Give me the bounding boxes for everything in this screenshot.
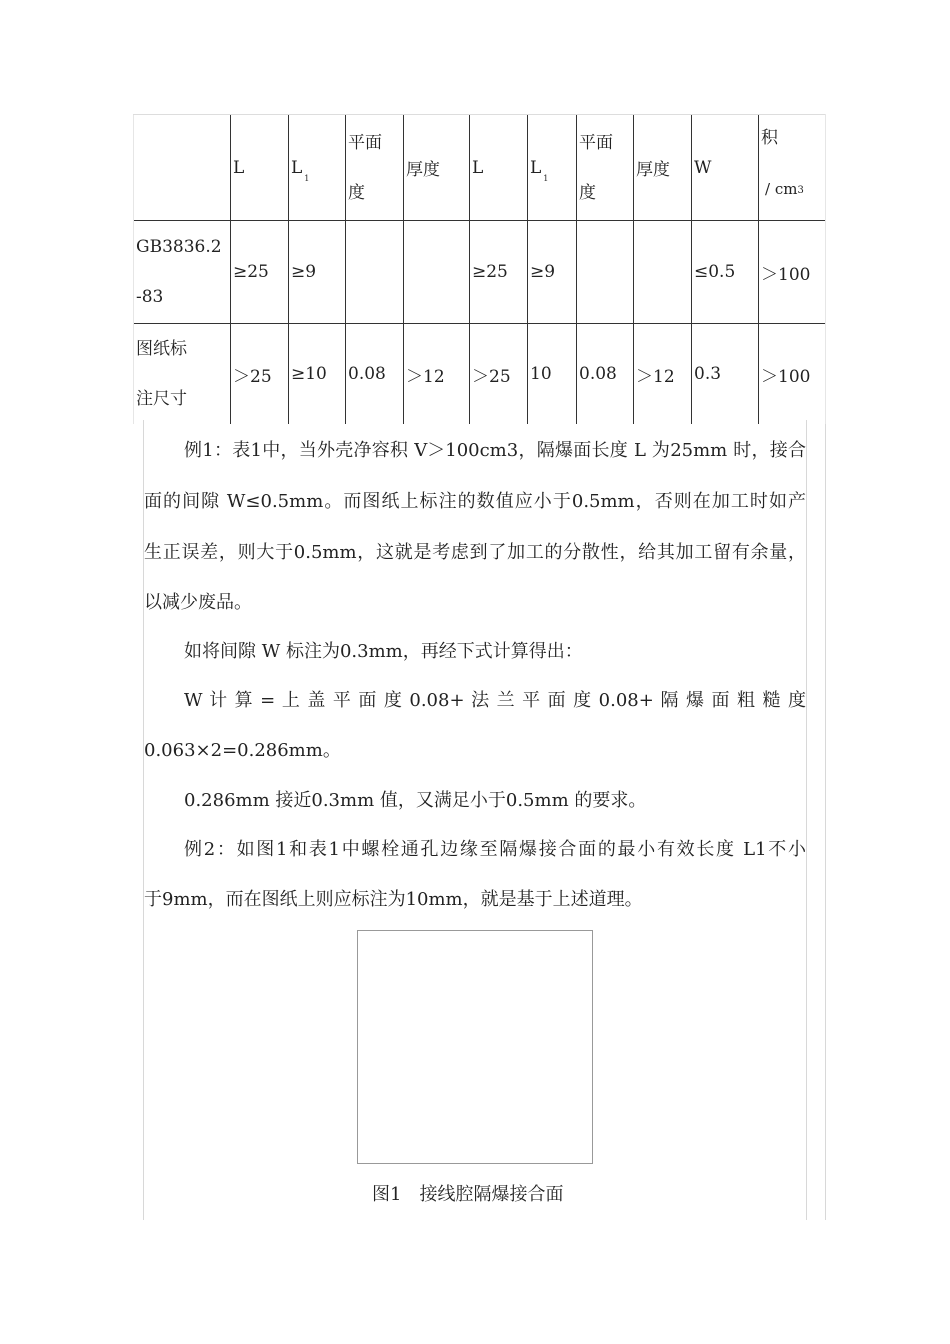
header-cell-l-2: L [470,115,528,221]
text-line: 例1：表1中，当外壳净容积 V＞100cm3，隔爆面长度 L 为25mm 时，接合 [184,440,806,461]
table-cell: ≥9 [289,221,346,324]
table-cell: ≥25 [231,221,289,324]
table-cell: ＞25 [470,324,528,425]
text-line: 于9mm，而在图纸上则应标注为10mm，就是基于上述道理。 [144,889,643,910]
table-cell: ＞100 [759,221,826,324]
table-cell [404,221,470,324]
table-cell: 0.08 [346,324,404,425]
header-cell-thickness: 厚度 [404,115,470,221]
annotation-paragraph: 如将间隙 W 标注为0.3mm，再经下式计算得出： [184,641,583,662]
header-cell-l: L [231,115,289,221]
figure-1-image [357,930,593,1164]
table-cell [346,221,404,324]
header-cell-w: W [692,115,759,221]
table-cell: ≥25 [470,221,528,324]
table-cell: ＞100 [759,324,826,425]
right-margin-line [806,420,807,1220]
table-cell: ＞12 [404,324,470,425]
text-line: 以减少废品。 [144,592,252,613]
table-cell: ＞25 [231,324,289,425]
table-cell: ≤0.5 [692,221,759,324]
table-header-row [134,115,826,221]
table-cell: 0.3 [692,324,759,425]
header-cell-l1-2: $L_1$ [528,115,577,221]
header-cell-empty [134,115,231,221]
spec-table [133,114,826,424]
table-cell: ＞12 [634,324,692,425]
text-line: 生正误差，则大于0.5mm，这就是考虑到了加工的分散性，给其加工留有余量， [144,542,806,563]
table-cell [577,221,634,324]
table-cell: 0.08 [577,324,634,425]
header-cell-thickness-2: 厚度 [634,115,692,221]
text-line: 0.063×2=0.286mm。 [144,740,341,761]
table-row [134,221,826,324]
table-cell [634,221,692,324]
table-cell: ≥9 [528,221,577,324]
header-cell-volume: 积 / cm3 [759,115,826,221]
text-line: 面的间隙 W≤0.5mm。而图纸上标注的数值应小于0.5mm，否则在加工时如产 [144,491,806,512]
header-cell-l1: $L_1$ [289,115,346,221]
header-cell-flatness-2: 平面 度 [577,115,634,221]
row-label: 图纸标 注尺寸 [134,324,231,425]
header-cell-flatness: 平面 度 [346,115,404,221]
figure-caption: 图1 接线腔隔爆接合面 [372,1184,564,1205]
table-cell: 10 [528,324,577,425]
text-line: 例2：如图1和表1中螺栓通孔边缘至隔爆接合面的最小有效长度 L1不小 [184,839,806,860]
result-paragraph: 0.286mm 接近0.3mm 值，又满足小于0.5mm 的要求。 [184,790,647,811]
table-row [134,324,826,425]
row-label: GB3836.2 -83 [134,221,231,324]
text-line: W 计 算 = 上 盖 平 面 度 0.08+ 法 兰 平 面 度 0.08+ 隔 爆 面 粗 糙 度 [184,690,806,711]
table-cell: ≥10 [289,324,346,425]
